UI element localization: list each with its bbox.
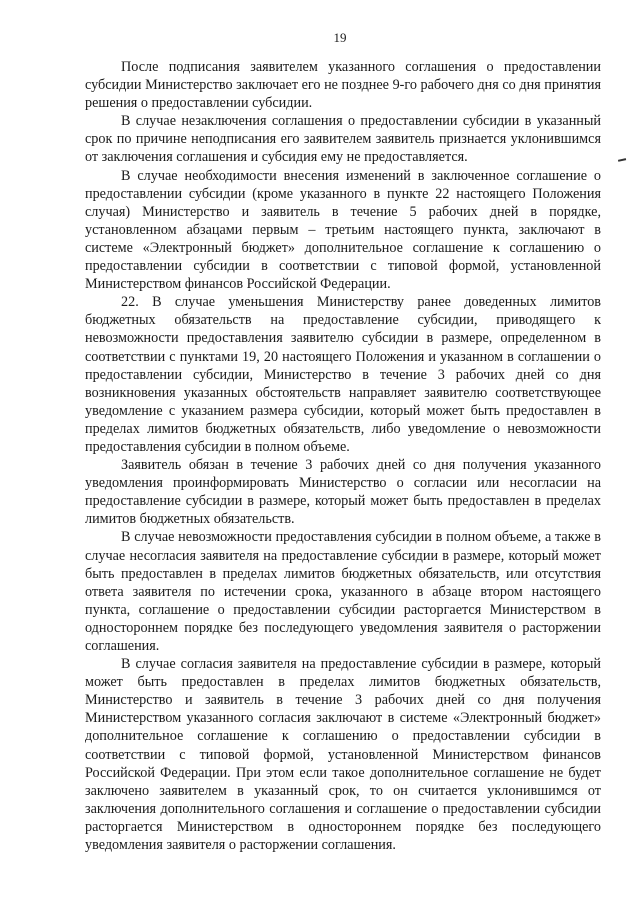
- paragraph-termination: В случае невозможности предоставления субсидии в полном объеме, а также в случае несогласия заявителя на предоставление субсидии в размере, который может быть предоставлен в пределах лимитов бюджетных обязательств, или отсутствия ответа заявителя по истечении срока, указанного в абзаце втором настоящего пункта, соглашение о предоставлении субсидии расторгается Министерством в одностороннем порядке без последующего уведомления заявителя о расторжении соглашения.: [85, 529, 601, 654]
- paragraph-clause-22: 22. В случае уменьшения Министерству ранее доведенных лимитов бюджетных обязательств на предоставление субсидии, приводящего к невозможности предоставления заявителю субсидии в размере, определенном в соответствии с пунктами 19, 20 настоящего Положения и указанном в соглашении о предоставлении субсидии, Министерство в течение 3 рабочих дней со дня возникновения указанных обстоятельств направляет заявителю соответствующее уведомление с указанием размера субсидии, который может быть предоставлен в пределах лимитов бюджетных обязательств, либо уведомление о невозможности предоставления субсидии в полном объеме.: [85, 294, 601, 455]
- margin-pen-mark: [618, 158, 626, 161]
- paragraph-amendments: В случае необходимости внесения изменений в заключенное соглашение о предоставлении субсидии (кроме указанного в пункте 22 настоящего Положения случая) Министерство и заявитель в течение 5 рабочих дней в порядке, установленном абзацами первым – третьим настоящего пункта, заключают в системе «Электронный бюджет» дополнительное соглашение к соглашению о предоставлении субсидии в соответствии с типовой формой, установленной Министерством финансов Российской Федерации.: [85, 167, 601, 293]
- paragraph-non-conclusion: В случае незаключения соглашения о предоставлении субсидии в указанный срок по причине неподписания его заявителем заявитель признается уклонившимся от заключения соглашения и субсидия ему не предоставляется.: [85, 113, 601, 166]
- paragraph-applicant-obligation: Заявитель обязан в течение 3 рабочих дней со дня получения указанного уведомления проинформировать Министерство о согласии или несогласии на предоставление субсидии в размере, который может быть предоставлен в пределах лимитов бюджетных обязательств.: [85, 457, 601, 528]
- paragraph-consent: В случае согласия заявителя на предоставление субсидии в размере, который может быть предоставлен в пределах лимитов бюджетных обязательств, Министерство и заявитель в течение 3 рабочих дней со дня получения Министерством указанного согласия заключают в системе «Электронный бюджет» дополнительное соглашение к соглашению о предоставлении субсидии в соответствии с типовой формой, установленной Министерством финансов Российской Федерации. При этом если такое дополнительное соглашение не будет заключено заявителем в указанный срок, то он считается уклонившимся от заключения дополнительного соглашения и соглашение о предоставлении субсидии расторгается Министерством в одностороннем порядке без последующего уведомления заявителя о расторжении соглашения.: [85, 656, 601, 854]
- paragraph-signing: После подписания заявителем указанного соглашения о предоставлении субсидии Министерство заключает его не позднее 9-го рабочего дня со дня принятия решения о предоставлении субсидии.: [85, 59, 601, 112]
- document-body: [85, 58, 601, 854]
- page-number: 19: [333, 30, 347, 45]
